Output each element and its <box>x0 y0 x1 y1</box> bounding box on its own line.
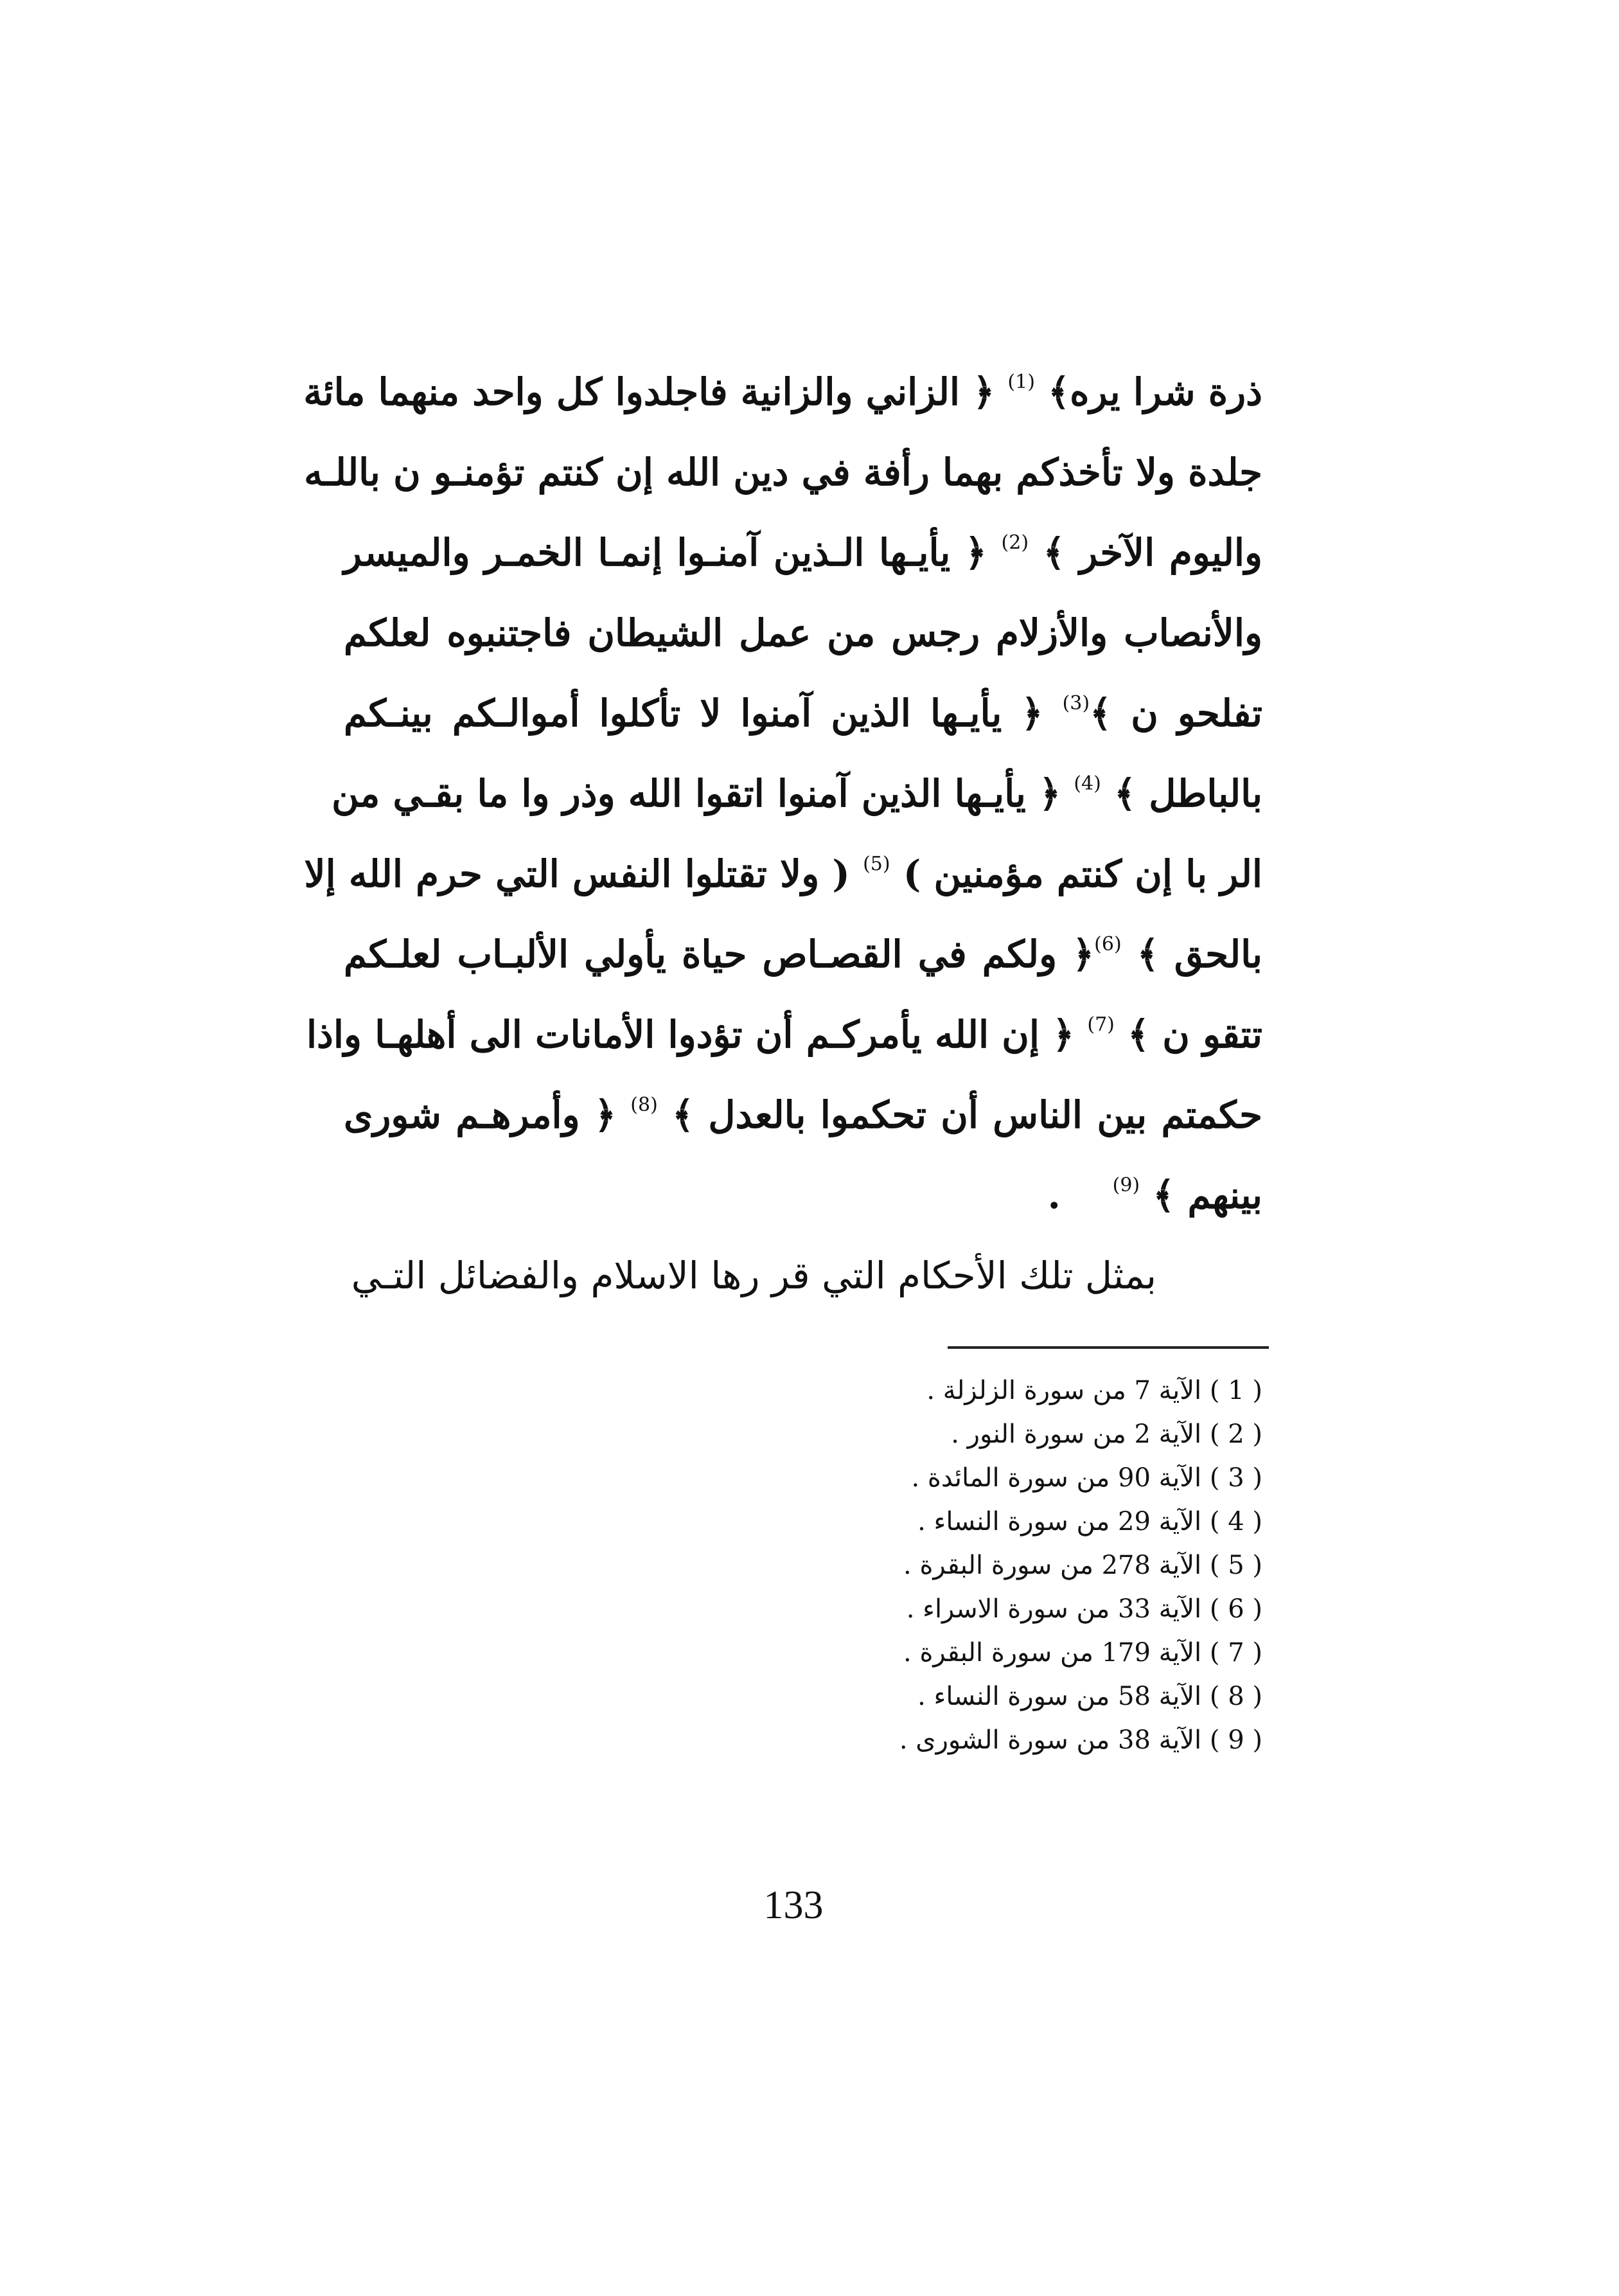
footnote-item: ( 5 ) الآية 278 من سورة البقرة . <box>903 1551 1262 1580</box>
text-line <box>344 1075 1262 1155</box>
text-line <box>306 995 1262 1075</box>
text-line <box>344 673 1262 754</box>
footnote-marker: (9) <box>1112 1174 1140 1197</box>
footnote-marker: (1) <box>1007 371 1035 393</box>
text-segment: والأنصاب والأزلام رجس من عمل الشيطان فاجتنبوه لعلكم <box>344 611 1262 655</box>
text-segment: بينهم ﴾ <box>1153 1173 1262 1217</box>
text-line <box>344 513 1262 593</box>
footnote-separator <box>948 1346 1269 1349</box>
text-line <box>332 754 1262 834</box>
text-segment: ﴿ الزاني والزانية فاجلدوا كل واحد منهما مائة <box>303 370 995 414</box>
text-line <box>344 914 1262 995</box>
footnote-item: ( 6 ) الآية 33 من سورة الاسراء . <box>906 1594 1262 1624</box>
text-segment: ذرة شرا يره﴾ <box>1048 370 1262 414</box>
footnote-item: ( 9 ) الآية 38 من سورة الشورى . <box>899 1725 1262 1755</box>
text-line <box>344 1155 1262 1236</box>
text-segment: ﴿ إن الله يأمركـم أن تؤدوا الأمانات الى أهلهـا واذا <box>306 1013 1075 1056</box>
text-segment: ( ولا تقتلوا النفس التي حرم الله إلا <box>304 852 850 896</box>
text-segment: حكمتم بين الناس أن تحكموا بالعدل ﴾ <box>672 1093 1262 1137</box>
second-paragraph: بمثل تلك الأحكام التي قر رها الاسلام والفضائل التـي <box>351 1254 1156 1297</box>
footnote-item: ( 3 ) الآية 90 من سورة المائدة . <box>911 1463 1262 1493</box>
text-segment: جلدة ولا تأخذكم بهما رأفة في دين الله إن كنتم تؤمنـو ن باللـه <box>304 450 1262 494</box>
text-segment: ﴿ يأيـها الذين آمنوا اتقوا الله وذر وا ما بقـي من <box>332 772 1061 815</box>
footnote-item: ( 2 ) الآية 2 من سورة النور . <box>951 1419 1262 1449</box>
page-number: 133 <box>763 1883 824 1927</box>
footnote-marker: (6) <box>1094 933 1122 956</box>
text-segment: ﴿ يأيـها الـذين آمنـوا إنمـا الخمـر والميسر <box>344 531 987 574</box>
text-line <box>304 432 1262 513</box>
footnote-marker: (4) <box>1074 772 1101 795</box>
text-segment: ﴿ وأمرهـم شورى <box>344 1093 616 1137</box>
text-line <box>344 593 1262 673</box>
text-segment: بالحق ﴾ <box>1137 932 1262 976</box>
footnote-marker: (3) <box>1062 692 1090 715</box>
footnote-marker: (7) <box>1087 1013 1115 1036</box>
footnote-marker: (5) <box>863 853 890 875</box>
footnote-item: ( 7 ) الآية 179 من سورة البقرة . <box>903 1638 1262 1668</box>
footnote-item: ( 1 ) الآية 7 من سورة الزلزلة . <box>926 1376 1262 1405</box>
text-segment: ﴿ يأيـها الذين آمنوا لا تأكلوا أموالـكم بينـكم <box>344 691 1043 735</box>
text-segment: بالباطل ﴾ <box>1114 772 1262 815</box>
text-segment: تفلحو ن ﴾ <box>1090 691 1262 735</box>
text-line <box>304 834 1262 914</box>
main-paragraph <box>303 352 1262 1236</box>
footnotes-list <box>684 1369 1262 1762</box>
footnote-marker: (8) <box>630 1094 658 1116</box>
text-segment: ﴿ ولكم في القصـاص حياة يأولي الألبـاب لعلـكم <box>344 932 1095 976</box>
text-segment: . <box>1047 1173 1061 1217</box>
text-segment: واليوم الآخر ﴾ <box>1043 531 1262 574</box>
footnote-item: ( 8 ) الآية 58 من سورة النساء . <box>917 1682 1262 1711</box>
footnote-marker: (2) <box>1001 531 1029 554</box>
text-segment: تتقو ن ﴾ <box>1128 1013 1262 1056</box>
footnote-item: ( 4 ) الآية 29 من سورة النساء . <box>917 1507 1262 1536</box>
text-line <box>303 352 1262 432</box>
text-segment: الر با إن كنتم مؤمنين ) <box>903 852 1262 896</box>
